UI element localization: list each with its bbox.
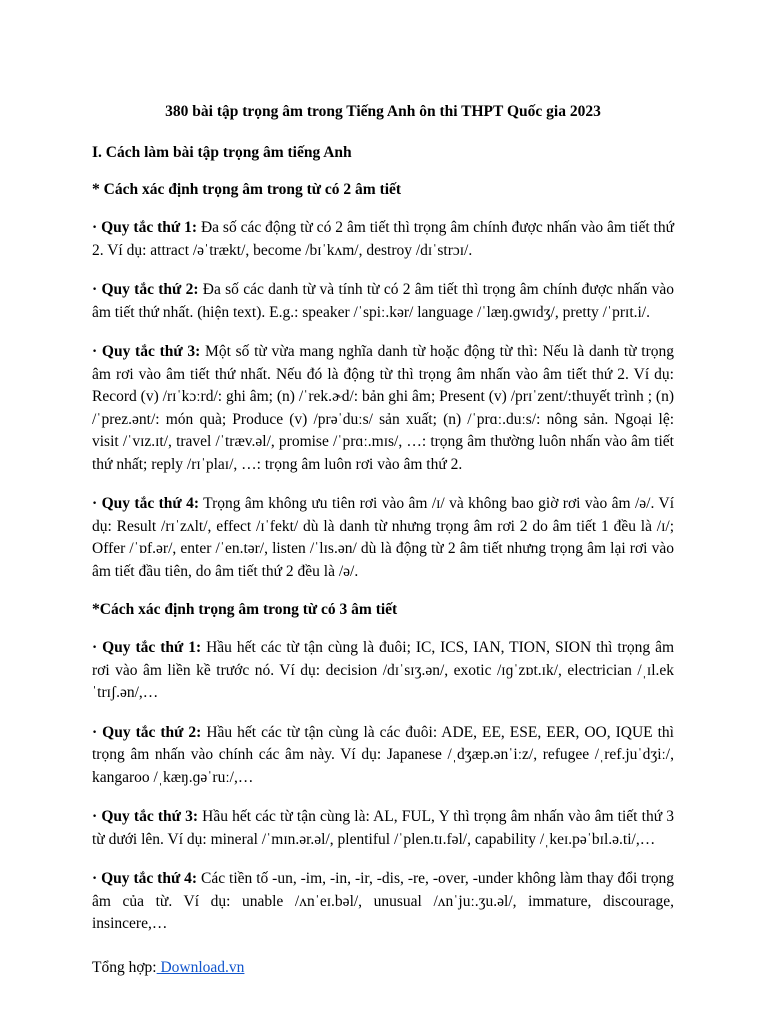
rule-text: Đa số các danh từ và tính từ có 2 âm tiết thì trọng âm chính được nhấn vào âm tiết thứ nhất. (hiện text). E.g.: speaker /ˈspiː.kər/ language /ˈlæŋ.ɡwɪdʒ/, pretty /ˈprɪt.i/.	[92, 281, 674, 321]
rule-paragraph	[92, 279, 674, 324]
rule-text: Hầu hết các từ tận cùng là: AL, FUL, Y thì trọng âm nhấn vào âm tiết thứ 3 từ dưới lên. Ví dụ: mineral /ˈmɪn.ər.əl/, plentiful /ˈplen.tɪ.fəl/, capability /ˌkeɪ.pəˈbɪl.ə.ti/,…	[92, 808, 674, 848]
rule-paragraph	[92, 341, 674, 476]
rule-label: · Quy tắc thứ 4:	[92, 495, 200, 512]
section-heading: I. Cách làm bài tập trọng âm tiếng Anh	[92, 144, 352, 161]
rule-paragraph	[92, 637, 674, 705]
rule-label: · Quy tắc thứ 1:	[92, 219, 198, 236]
footer-prefix: Tổng hợp:	[92, 959, 157, 976]
footer	[92, 958, 244, 978]
rule-text: Đa số các động từ có 2 âm tiết thì trọng âm chính được nhấn vào âm tiết thứ 2. Ví dụ: attract /əˈtrækt/, become /bɪˈkʌm/, destroy /dɪˈstrɔɪ/.	[92, 219, 674, 259]
rule-text: Các tiền tố -un, -im, -in, -ir, -dis, -re, -over, -under không làm thay đổi trọng âm của từ. Ví dụ: unable /ʌnˈeɪ.bəl/, unusual /ʌnˈjuː.ʒu.əl/, immature, discourage, insincere,…	[92, 870, 674, 932]
document-title: 380 bài tập trọng âm trong Tiếng Anh ôn thi THPT Quốc gia 2023	[165, 103, 601, 120]
rule-paragraph	[92, 806, 674, 851]
rule-label: · Quy tắc thứ 3:	[92, 808, 199, 825]
rule-label: · Quy tắc thứ 2:	[92, 281, 199, 298]
rule-label: · Quy tắc thứ 2:	[92, 723, 202, 741]
subsection-heading-two-syllable: * Cách xác định trọng âm trong từ có 2 âm tiết	[92, 181, 402, 198]
footer-link[interactable]: Download.vn	[156, 959, 245, 976]
rule-paragraph	[92, 493, 674, 583]
rule-label: · Quy tắc thứ 1:	[92, 639, 202, 656]
rule-text: Hầu hết các từ tận cùng là đuôi; IC, ICS, IAN, TION, SION thì trọng âm rơi vào âm liền kề trước nó. Ví dụ: decision /dɪˈsɪʒ.ən/, exotic /ɪɡˈzɒt.ɪk/, electrician /ˌɪl.ekˈtrɪʃ.ən/,…	[92, 639, 675, 701]
rule-text: Một số từ vừa mang nghĩa danh từ hoặc động từ thì: Nếu là danh từ trọng âm rơi vào âm tiết thứ nhất. Nếu đó là động từ thì trọng âm nhấn vào âm tiết thứ 2. Ví dụ: Record (v) /rɪˈkɔːrd/: ghi âm; (n) /ˈrek.ɚd/: bản ghi âm; Present (v) /prɪˈzent/:thuyết trình ; (n) /ˈprez.ənt/: món quà; Produce (v) /prəˈduːs/ sản xuất; (n) /ˈprɑː.duːs/: nông sản. Ngoại lệ: visit /ˈvɪz.ɪt/, travel /ˈtræv.əl/, promise /ˈprɑː.mɪs/, …: trọng âm thường luôn nhấn vào âm tiết thứ nhất; reply /rɪˈplaɪ/, …: trọng âm luôn rơi vào âm thứ 2.	[92, 343, 674, 473]
rule-paragraph	[92, 868, 674, 936]
rule-paragraph	[92, 722, 674, 790]
rule-text: Trọng âm không ưu tiên rơi vào âm /ɪ/ và không bao giờ rơi vào âm /ə/. Ví dụ: Result /rɪˈzʌlt/, effect /ɪˈfekt/ dù là danh từ nhưng trọng âm rơi 2 do âm tiết 1 đều là /ɪ/; Offer /ˈɒf.ər/, enter /ˈen.tər/, listen /ˈlɪs.ən/ dù là động từ 2 âm tiết nhưng trọng âm lại rơi vào âm tiết đầu tiên, do âm tiết thứ 2 đều là /ə/.	[92, 495, 674, 580]
rule-label: · Quy tắc thứ 3:	[92, 343, 201, 360]
subsection-heading-three-syllable: *Cách xác định trọng âm trong từ có 3 âm tiết	[92, 601, 398, 618]
rule-paragraph	[92, 217, 674, 262]
rule-text: Hầu hết các từ tận cùng là các đuôi: ADE, EE, ESE, EER, OO, IQUE thì trọng âm nhấn vào chính các âm này. Ví dụ: Japanese /ˌdʒæp.ənˈiːz/, refugee /ˌref.juˈdʒiː/, kangaroo /ˌkæŋ.ɡəˈruː/,…	[92, 723, 674, 786]
rule-label: · Quy tắc thứ 4:	[92, 870, 198, 887]
